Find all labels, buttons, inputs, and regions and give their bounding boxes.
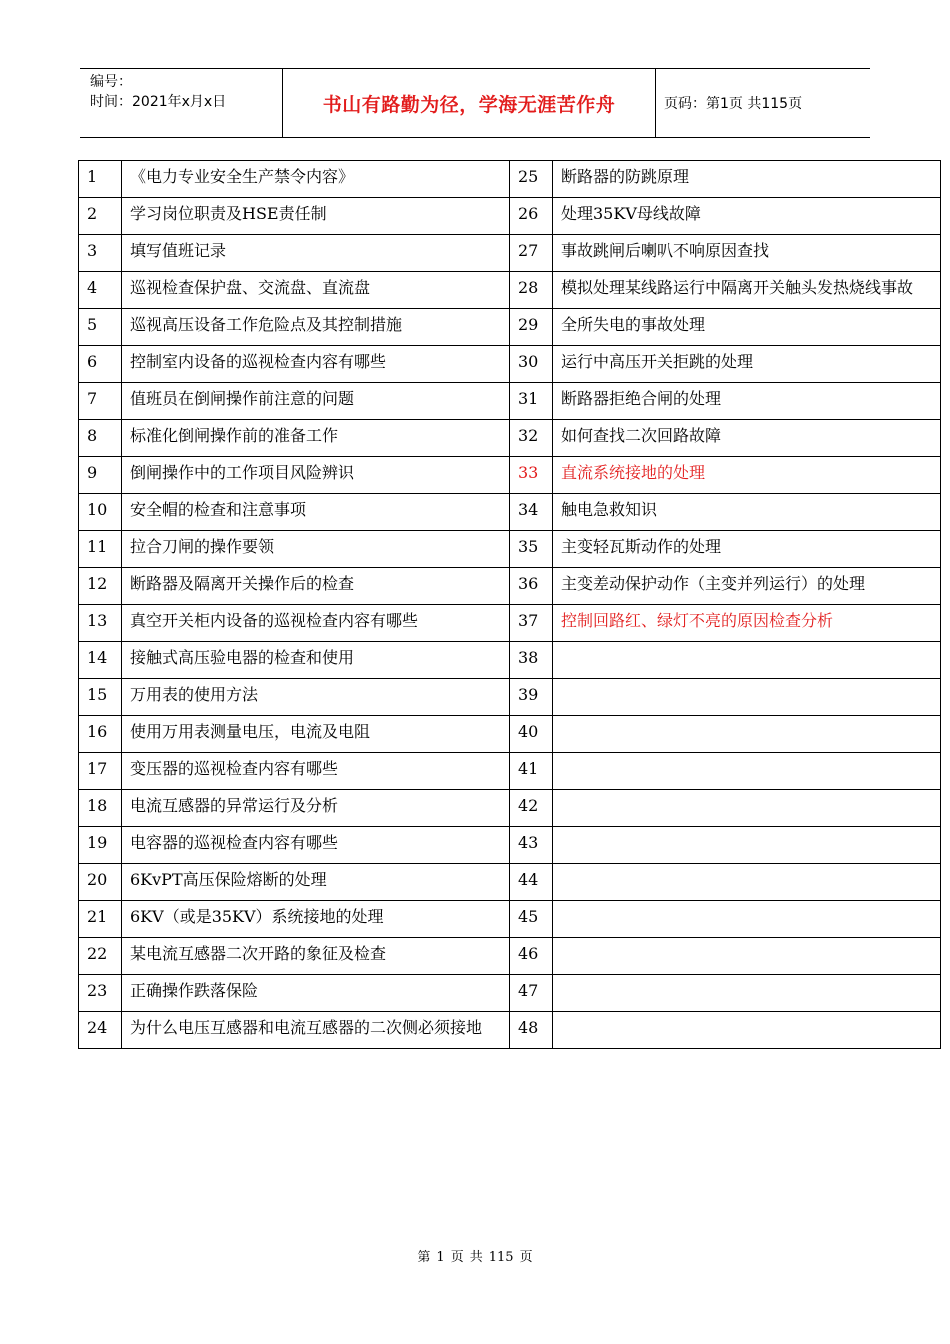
item-number: 5 xyxy=(79,309,122,346)
topic-table-body xyxy=(79,161,941,1049)
table-row xyxy=(79,716,941,753)
item-title: 万用表的使用方法 xyxy=(122,679,510,716)
item-title: 控制回路红、绿灯不亮的原因检查分析 xyxy=(553,605,941,642)
item-number: 11 xyxy=(79,531,122,568)
table-row xyxy=(79,309,941,346)
item-number: 19 xyxy=(79,827,122,864)
item-title: 变压器的巡视检查内容有哪些 xyxy=(122,753,510,790)
footer-page: 1 xyxy=(436,1250,445,1265)
item-title: 直流系统接地的处理 xyxy=(553,457,941,494)
item-number: 2 xyxy=(79,198,122,235)
item-title: 巡视检查保护盘、交流盘、直流盘 xyxy=(122,272,510,309)
table-row xyxy=(79,679,941,716)
table-row xyxy=(79,235,941,272)
item-number: 4 xyxy=(79,272,122,309)
table-row xyxy=(79,198,941,235)
item-number: 43 xyxy=(510,827,553,864)
item-title xyxy=(553,753,941,790)
item-number: 36 xyxy=(510,568,553,605)
item-title: 《电力专业安全生产禁令内容》 xyxy=(122,161,510,198)
item-title: 全所失电的事故处理 xyxy=(553,309,941,346)
item-title: 某电流互感器二次开路的象征及检查 xyxy=(122,938,510,975)
item-title xyxy=(553,1012,941,1049)
item-title: 触电急救知识 xyxy=(553,494,941,531)
table-row xyxy=(79,642,941,679)
item-number: 6 xyxy=(79,346,122,383)
item-number: 38 xyxy=(510,642,553,679)
item-title: 标准化倒闸操作前的准备工作 xyxy=(122,420,510,457)
date-label: 时间：2021年x月x日 xyxy=(90,94,227,110)
item-title xyxy=(553,864,941,901)
item-title xyxy=(553,642,941,679)
table-row xyxy=(79,605,941,642)
table-row xyxy=(79,753,941,790)
item-title xyxy=(553,938,941,975)
item-number: 21 xyxy=(79,901,122,938)
table-row xyxy=(79,383,941,420)
table-row xyxy=(79,864,941,901)
header-page-cell xyxy=(656,69,870,137)
table-row xyxy=(79,568,941,605)
table-row xyxy=(79,975,941,1012)
item-title: 6KvPT高压保险熔断的处理 xyxy=(122,864,510,901)
page-footer xyxy=(0,1246,950,1265)
item-title: 控制室内设备的巡视检查内容有哪些 xyxy=(122,346,510,383)
item-number: 47 xyxy=(510,975,553,1012)
item-number: 31 xyxy=(510,383,553,420)
item-title: 为什么电压互感器和电流互感器的二次侧必须接地 xyxy=(122,1012,510,1049)
item-title xyxy=(553,679,941,716)
footer-total: 115 xyxy=(488,1250,514,1265)
item-title xyxy=(553,790,941,827)
item-number: 45 xyxy=(510,901,553,938)
table-row xyxy=(79,161,941,198)
table-row xyxy=(79,901,941,938)
item-title: 真空开关柜内设备的巡视检查内容有哪些 xyxy=(122,605,510,642)
item-number: 44 xyxy=(510,864,553,901)
item-title: 6KV（或是35KV）系统接地的处理 xyxy=(122,901,510,938)
item-number: 16 xyxy=(79,716,122,753)
item-title: 值班员在倒闸操作前注意的问题 xyxy=(122,383,510,420)
item-number: 34 xyxy=(510,494,553,531)
serial-number-label: 编号： xyxy=(90,74,132,90)
item-number: 10 xyxy=(79,494,122,531)
item-number: 32 xyxy=(510,420,553,457)
item-number: 24 xyxy=(79,1012,122,1049)
item-title: 电容器的巡视检查内容有哪些 xyxy=(122,827,510,864)
page-number-label: 页码：第1页 共115页 xyxy=(664,96,803,112)
item-title xyxy=(553,716,941,753)
item-number: 15 xyxy=(79,679,122,716)
item-number: 33 xyxy=(510,457,553,494)
item-title: 处理35KV母线故障 xyxy=(553,198,941,235)
item-title: 巡视高压设备工作危险点及其控制措施 xyxy=(122,309,510,346)
item-number: 48 xyxy=(510,1012,553,1049)
item-title xyxy=(553,901,941,938)
item-number: 17 xyxy=(79,753,122,790)
item-title: 主变差动保护动作（主变并列运行）的处理 xyxy=(553,568,941,605)
table-row xyxy=(79,938,941,975)
item-title: 断路器及隔离开关操作后的检查 xyxy=(122,568,510,605)
item-title: 学习岗位职责及HSE责任制 xyxy=(122,198,510,235)
table-row xyxy=(79,827,941,864)
item-number: 18 xyxy=(79,790,122,827)
header-info-cell xyxy=(80,69,282,137)
item-number: 26 xyxy=(510,198,553,235)
item-number: 39 xyxy=(510,679,553,716)
item-number: 13 xyxy=(79,605,122,642)
item-number: 28 xyxy=(510,272,553,309)
item-number: 3 xyxy=(79,235,122,272)
table-row xyxy=(79,457,941,494)
item-number: 1 xyxy=(79,161,122,198)
item-number: 22 xyxy=(79,938,122,975)
item-title: 如何查找二次回路故障 xyxy=(553,420,941,457)
item-title: 拉合刀闸的操作要领 xyxy=(122,531,510,568)
item-number: 29 xyxy=(510,309,553,346)
table-row xyxy=(79,272,941,309)
item-number: 7 xyxy=(79,383,122,420)
item-title: 断路器的防跳原理 xyxy=(553,161,941,198)
item-title xyxy=(553,827,941,864)
item-number: 27 xyxy=(510,235,553,272)
item-title: 主变轻瓦斯动作的处理 xyxy=(553,531,941,568)
item-title: 倒闸操作中的工作项目风险辨识 xyxy=(122,457,510,494)
item-number: 30 xyxy=(510,346,553,383)
item-number: 8 xyxy=(79,420,122,457)
table-row xyxy=(79,531,941,568)
item-title: 运行中高压开关拒跳的处理 xyxy=(553,346,941,383)
table-row xyxy=(79,790,941,827)
item-title: 接触式高压验电器的检查和使用 xyxy=(122,642,510,679)
item-title: 事故跳闸后喇叭不响原因查找 xyxy=(553,235,941,272)
item-number: 25 xyxy=(510,161,553,198)
item-title xyxy=(553,975,941,1012)
document-header xyxy=(80,68,870,138)
item-title: 填写值班记录 xyxy=(122,235,510,272)
item-title: 电流互感器的异常运行及分析 xyxy=(122,790,510,827)
footer-text: 共 xyxy=(469,1250,483,1265)
motto-text: 书山有路勤为径，学海无涯苦作舟 xyxy=(322,93,616,116)
header-motto-cell xyxy=(282,69,656,137)
item-number: 41 xyxy=(510,753,553,790)
item-number: 42 xyxy=(510,790,553,827)
item-title: 模拟处理某线路运行中隔离开关触头发热烧线事故 xyxy=(553,272,941,309)
table-row xyxy=(79,1012,941,1049)
footer-text: 页 xyxy=(519,1250,533,1265)
item-number: 40 xyxy=(510,716,553,753)
footer-text: 第 xyxy=(417,1250,431,1265)
table-row xyxy=(79,420,941,457)
item-number: 23 xyxy=(79,975,122,1012)
item-title: 使用万用表测量电压，电流及电阻 xyxy=(122,716,510,753)
item-number: 12 xyxy=(79,568,122,605)
item-number: 20 xyxy=(79,864,122,901)
item-title: 安全帽的检查和注意事项 xyxy=(122,494,510,531)
item-title: 正确操作跌落保险 xyxy=(122,975,510,1012)
footer-text: 页 xyxy=(450,1250,464,1265)
item-number: 35 xyxy=(510,531,553,568)
item-number: 14 xyxy=(79,642,122,679)
table-row xyxy=(79,346,941,383)
item-number: 46 xyxy=(510,938,553,975)
item-number: 9 xyxy=(79,457,122,494)
item-title: 断路器拒绝合闸的处理 xyxy=(553,383,941,420)
table-row xyxy=(79,494,941,531)
item-number: 37 xyxy=(510,605,553,642)
topic-table xyxy=(78,160,941,1049)
